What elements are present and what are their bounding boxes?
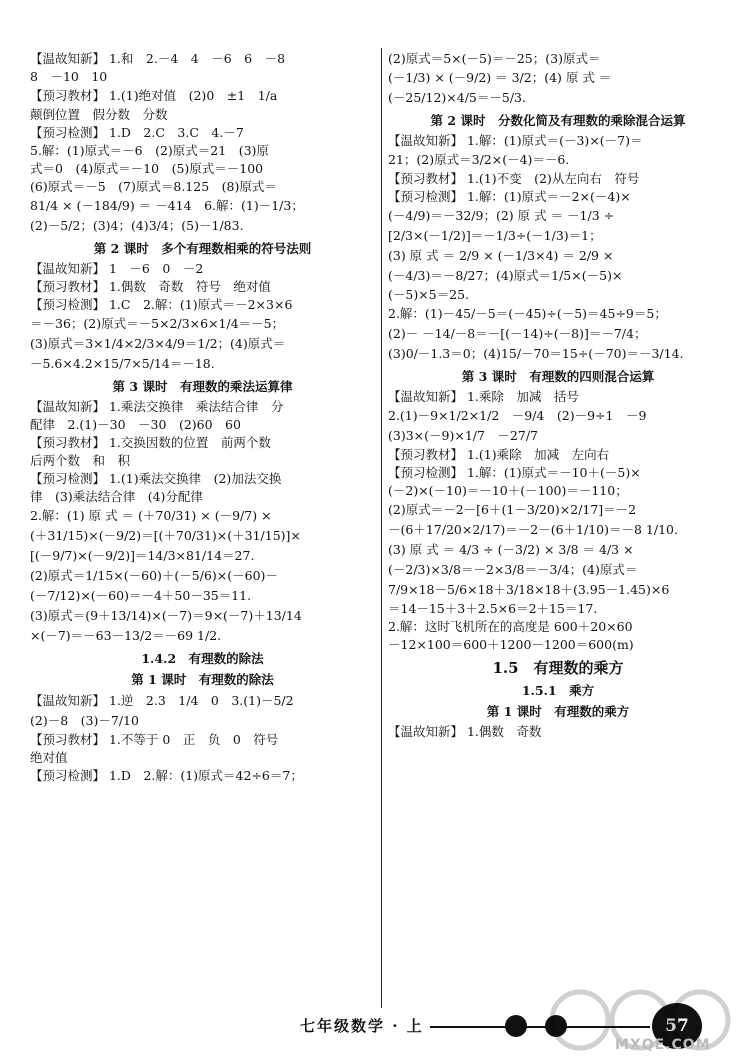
answer-line: 【预习检测】 1.(1)乘法交换律 (2)加法交换 [30, 471, 282, 486]
answer-line: 2.解：(1)－45/－5＝(－45)÷(－5)＝45÷9＝5； [388, 306, 667, 321]
answer-line: 【预习检测】 1.解：(1)原式＝－10＋(－5)× [388, 465, 641, 480]
book-title: 七年级数学 · 上 [300, 1017, 424, 1035]
section-heading: 1.5.1 乘方 [521, 683, 595, 698]
answer-line: －12×100＝600＋1200－1200＝600(m) [388, 637, 634, 652]
section-heading: 第 3 课时 有理数的四则混合运算 [461, 369, 655, 384]
answer-line: [(－9/7)×(－9/2)]＝14/3×81/14＝27. [30, 548, 255, 563]
answer-line: (－5)×5＝25. [388, 287, 470, 302]
left-column [30, 50, 375, 785]
answer-line: 2.解：这时飞机所在的高度是 600＋20×60 [388, 619, 633, 634]
answer-line: 【温故知新】 1.偶数 奇数 [388, 724, 542, 739]
answer-line: (2)－ －14/－8＝－[(－14)÷(－8)]＝－7/4； [388, 326, 647, 341]
answer-line: 【预习教材】 1.交换因数的位置 前两个数 [30, 435, 271, 450]
answer-line: (－4/3)＝－8/27；(4)原式＝1/5×(－5)× [388, 268, 623, 283]
answer-line: 【温故知新】 1.解：(1)原式＝(－3)×(－7)＝ [388, 133, 643, 148]
answer-line: 【温故知新】 1.乘法交换律 乘法结合律 分 [30, 399, 284, 414]
section-heading: 第 1 课时 有理数的乘方 [486, 704, 630, 719]
answer-line: (6)原式＝－5 (7)原式＝8.125 (8)原式＝ [30, 179, 277, 194]
answer-line: 【预习检测】 1.C 2.解：(1)原式＝－2×3×6 [30, 297, 293, 312]
answer-line: (2)原式＝5×(－5)＝－25；(3)原式＝ [388, 51, 601, 66]
footer-dot [545, 1015, 567, 1037]
section-heading: 第 3 课时 有理数的乘法运算律 [112, 379, 293, 394]
answer-line: 式＝0 (4)原式＝－10 (5)原式＝－100 [30, 161, 264, 176]
answer-line: 2.解：(1) 原 式 ＝ (＋70/31) × (－9/7) × [30, 508, 272, 523]
answer-line: 【预习检测】 1.D 2.解：(1)原式＝42÷6＝7； [30, 768, 303, 783]
answer-line: 律 (3)乘法结合律 (4)分配律 [30, 489, 203, 504]
section-heading: 第 1 课时 有理数的除法 [131, 672, 274, 687]
answer-line: ＝14－15＋3＋2.5×6＝2＋15＝17. [388, 601, 598, 616]
section-heading: 1.5 有理数的乘方 [492, 659, 624, 677]
section-heading: 1.4.2 有理数的除法 [141, 651, 264, 666]
answer-line: 绝对值 [30, 750, 68, 765]
answer-line: (3)原式＝3×1/4×2/3×4/9＝1/2；(4)原式＝ [30, 336, 286, 351]
answer-line: (2)－5/2；(3)4；(4)3/4；(5)－1/83. [30, 218, 244, 233]
answer-line: 【预习教材】 1.不等于 0 正 负 0 符号 [30, 732, 279, 747]
answer-line: 【预习教材】 1.(1)乘除 加减 左向右 [388, 447, 610, 462]
section-heading: 第 2 课时 多个有理数相乘的符号法则 [93, 241, 312, 256]
answer-line: (2)原式＝1/15×(－60)＋(－5/6)×(－60)－ [30, 568, 278, 583]
answer-line: 5.解：(1)原式＝－6 (2)原式＝21 (3)原 [30, 143, 269, 158]
answer-line: 【预习教材】 1.偶数 奇数 符号 绝对值 [30, 279, 271, 294]
answer-line: (3) 原 式 ＝ 4/3 ÷ (－3/2) × 3/8 ＝ 4/3 × [388, 542, 634, 557]
footer-dot [505, 1015, 527, 1037]
answer-line: (3)原式＝(9＋13/14)×(－7)＝9×(－7)＋13/14 [30, 608, 302, 623]
answer-line: 21；(2)原式＝3/2×(－4)＝－6. [388, 152, 570, 167]
answer-line: －5.6×4.2×15/7×5/14＝－18. [30, 356, 215, 371]
answer-line: (－2)×(－10)＝－10＋(－100)＝－110； [388, 483, 628, 498]
answer-line: 【预习教材】 1.(1)绝对值 (2)0 ±1 1/a [30, 88, 278, 103]
answer-line: (－1/3) × (－9/2) ＝ 3/2；(4) 原 式 ＝ [388, 70, 612, 85]
answer-line: (－4/9)＝－32/9；(2) 原 式 ＝ －1/3 ÷ [388, 208, 615, 223]
answer-line: [2/3×(－1/2)]＝－1/3÷(－1/3)＝1； [388, 228, 602, 243]
answer-line: 【温故知新】 1.乘除 加减 括号 [388, 389, 579, 404]
answer-line: (3)0/－1.3＝0；(4)15/－70＝15÷(－70)＝－3/14. [388, 346, 684, 361]
answer-line: 后两个数 和 积 [30, 453, 131, 468]
answer-line: ＝－36；(2)原式＝－5×2/3×6×1/4＝－5； [30, 316, 285, 331]
answer-line: (3)3×(－9)×1/7 －27/7 [388, 428, 539, 443]
answer-line: ×(－7)＝－63－13/2＝－69 1/2. [30, 628, 222, 643]
answer-line: (－25/12)×4/5＝－5/3. [388, 90, 526, 105]
answer-line: 【温故知新】 1.逆 2.3 1/4 0 3.(1)－5/2 [30, 693, 294, 708]
answer-line: (3) 原 式 ＝ 2/9 × (－1/3×4) ＝ 2/9 × [388, 248, 614, 263]
answer-line: 【预习教材】 1.(1)不变 (2)从左向右 符号 [388, 171, 640, 186]
answer-line: (＋31/15)×(－9/2)＝[(＋70/31)×(＋31/15)]× [30, 528, 301, 543]
answer-line: 81/4 × (－184/9) ＝ －414 6.解：(1)－1/3； [30, 198, 304, 213]
answer-line: 【预习检测】 1.D 2.C 3.C 4.－7 [30, 125, 244, 140]
answer-line: 8 －10 10 [30, 69, 108, 84]
answer-line: 【温故知新】 1 －6 0 －2 [30, 261, 204, 276]
answer-line: (2)－8 (3)－7/10 [30, 713, 139, 728]
answer-line: 配律 2.(1)－30 －30 (2)60 60 [30, 417, 241, 432]
answer-line: 颠倒位置 假分数 分数 [30, 107, 168, 122]
answer-line: (－2/3)×3/8＝－2×3/8＝－3/4；(4)原式＝ [388, 562, 638, 577]
answer-line: 2.(1)－9×1/2×1/2 －9/4 (2)－9÷1 －9 [388, 408, 647, 423]
right-column [388, 50, 728, 741]
answer-line: (2)原式＝－2－[6＋(1－3/20)×2/17]＝－2 [388, 502, 637, 517]
section-heading: 第 2 课时 分数化简及有理数的乘除混合运算 [430, 113, 686, 128]
answer-line: 【温故知新】 1.和 2.－4 4 －6 6 －8 [30, 51, 286, 66]
answer-line: 【预习检测】 1.解：(1)原式＝－2×(－4)× [388, 189, 631, 204]
answer-line: 7/9×18－5/6×18＋3/18×18＋(3.95－1.45)×6 [388, 582, 670, 597]
footer-rule [430, 1026, 650, 1028]
watermark-url: MXQE.COM [615, 1037, 711, 1053]
answer-line: －(6＋17/20×2/17)＝－2－(6＋1/10)＝－8 1/10. [388, 522, 678, 537]
column-divider [381, 48, 382, 1008]
page-number: 57 [652, 1003, 702, 1049]
answer-line: (－7/12)×(－60)＝－4＋50－35＝11. [30, 588, 252, 603]
